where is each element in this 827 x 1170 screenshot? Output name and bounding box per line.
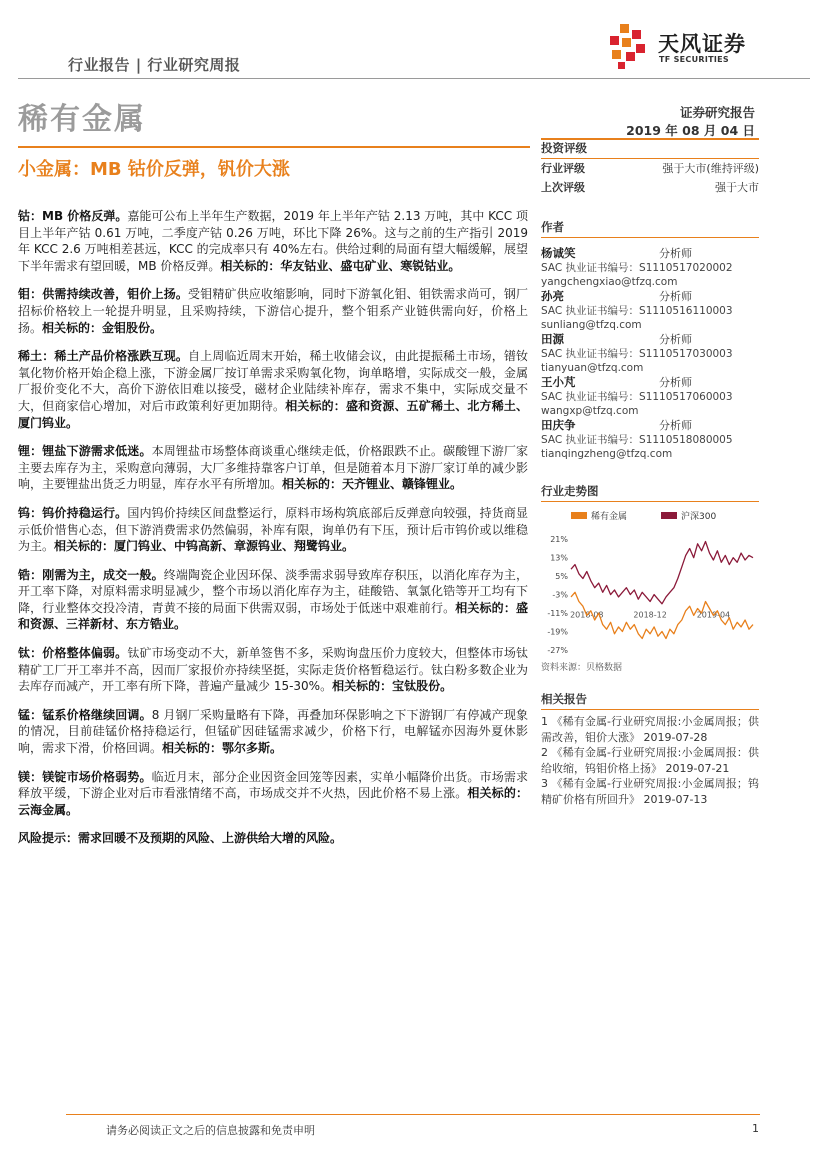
y-tick-label: -11% bbox=[547, 609, 568, 619]
report-body bbox=[18, 208, 528, 847]
x-tick-label: 2018-12 bbox=[633, 610, 667, 620]
author-sac: SAC 执业证书编号：S1110518080005 bbox=[541, 434, 733, 446]
industry-rating-label: 行业评级 bbox=[541, 162, 585, 175]
sidebar bbox=[541, 140, 759, 807]
author-name: 田源 bbox=[541, 332, 564, 346]
industry-rating-value: 强于大市(维持评级) bbox=[662, 162, 759, 175]
author-role: 分析师 bbox=[659, 333, 692, 346]
sector-title: 稀有金属 bbox=[18, 102, 146, 137]
report-type: 证券研究报告 bbox=[679, 105, 755, 120]
paragraph-titanium: 钛：价格整体偏弱。钛矿市场变动不大，新单签售不多，采购询盘压价力度较大，但整体市场钛精矿工厂开工率并不高，因而厂家报价亦持续坚挺，实际走货价格暂稳运行。钛白粉多数企业为去库存而减产，开工率有所下降，普遍产量减少 15-30%。相关标的：宝钛股份。 bbox=[18, 646, 528, 694]
page-number: 1 bbox=[752, 1122, 759, 1135]
author-block bbox=[541, 289, 759, 332]
risk-warning: 风险提示：需求回暖不及预期的风险、上游供给大增的风险。 bbox=[18, 831, 343, 846]
chart-source: 资料来源：贝格数据 bbox=[541, 663, 623, 673]
legend-label: 稀有金属 bbox=[591, 512, 628, 522]
paragraph-manganese: 锰：锰系价格继续回调。8 月钢厂采购量略有下降，再叠加环保影响之下下游钢厂有停减产现象的情况，目前硅锰价格持稳运行，但锰矿因硅锰需求减少，价格下行，电解锰亦因海外夏休影响，需求下滑，价格回调。相关标的：鄂尔多斯。 bbox=[18, 707, 528, 756]
paragraph-cobalt: 钴：MB 价格反弹。嘉能可公布上半年生产数据，2019 年上半年产钴 2.13 万吨，其中 KCC 项目上半年产钴 0.61 万吨，二季度产钴 0.26 万吨，环比下降 26%。这与之前的生产指引 2019 年 KCC 2.6 万吨相差甚远，KCC 的完成率只有 40%左右。供给过剩的局面有望大幅缓解，展望下半年需求有望回暖，MB 价格反弹。相关标的：华友钴业、盛屯矿业、寒锐钴业。 bbox=[18, 209, 528, 273]
related-report-item[interactable]: 3 《稀有金属-行业研究周报:小金属周报；钨精矿价格有所回升》 2019-07-13 bbox=[541, 777, 759, 806]
author-email[interactable]: wangxp@tfzq.com bbox=[541, 405, 639, 417]
logo-text-en: TF SECURITIES bbox=[659, 55, 729, 64]
paragraph-zirconium: 锆：刚需为主，成交一般。终端陶瓷企业因环保、淡季需求弱导致库存积压，以消化库存为主，开工率下降，对原料需求明显减少，整个市场以消化库存为主，硅酸锆、氧氯化锆等开工均有下降，行业整体交投冷清，青黄不接的局面下供需双弱，市场处于低迷中艰难前行。相关标的：盛和资源、三祥新材、东方锆业。 bbox=[18, 567, 528, 632]
report-category: 行业报告 | 行业研究周报 bbox=[68, 56, 241, 74]
author-email[interactable]: tianqingzheng@tfzq.com bbox=[541, 448, 673, 460]
previous-rating-value: 强于大市 bbox=[715, 181, 759, 194]
trend-chart-svg bbox=[541, 508, 759, 658]
x-tick-label: 2018-08 bbox=[570, 610, 604, 620]
author-block bbox=[541, 332, 759, 375]
author-email[interactable]: yangchengxiao@tfzq.com bbox=[541, 276, 678, 288]
related-heading: 相关报告 bbox=[541, 691, 759, 710]
title-rule bbox=[18, 146, 530, 148]
author-sac: SAC 执业证书编号：S1110516110003 bbox=[541, 305, 733, 317]
series-line bbox=[571, 542, 753, 604]
author-sac: SAC 执业证书编号：S1110517060003 bbox=[541, 391, 733, 403]
author-block bbox=[541, 246, 759, 289]
related-report-item[interactable]: 1 《稀有金属-行业研究周报:小金属周报；供需改善，钼价大涨》 2019-07-28 bbox=[541, 715, 759, 744]
author-sac: SAC 执业证书编号：S1110517020002 bbox=[541, 262, 733, 274]
author-name: 孙亮 bbox=[541, 289, 564, 303]
author-name: 田庆争 bbox=[541, 418, 576, 432]
authors-heading: 作者 bbox=[541, 219, 759, 238]
paragraph-molybdenum: 钼：供需持续改善，钼价上扬。受钼精矿供应收缩影响，同时下游氧化钼、钼铁需求尚可，钢厂招标价格较上一轮提升明显，且采购持续，下游信心提升，整个钼系产业链供需向好，价格上扬。相关标的：金钼股份。 bbox=[18, 287, 528, 335]
previous-rating-row bbox=[541, 178, 759, 197]
author-name: 杨诚笑 bbox=[541, 246, 576, 260]
paragraph-rare-earth: 稀土：稀土产品价格涨跌互现。自上周临近周末开始，稀土收储会议，由此提振稀土市场，镨钕氧化物价格开始企稳上涨，下游金属厂按订单需求采购氧化物，询单略增，实际成交一般，金属厂报价变化不大，高价下游依旧难以接受，磁材企业陆续补库存，需求不集中，实际成交量不大，但商家信心增加，对后市政策利好更加期待。相关标的：盛和资源、五矿稀土、北方稀土、厦门钨业。 bbox=[18, 349, 528, 430]
footer-rule bbox=[66, 1114, 760, 1115]
company-logo bbox=[606, 22, 766, 72]
author-sac: SAC 执业证书编号：S1110517030003 bbox=[541, 348, 733, 360]
related-report-item[interactable]: 2 《稀有金属-行业研究周报:小金属周报：供给收缩，钨钼价格上扬》 2019-07-21 bbox=[541, 746, 759, 775]
author-role: 分析师 bbox=[659, 290, 692, 303]
logo-mark-icon bbox=[606, 22, 654, 70]
report-date: 2019 年 08 月 04 日 bbox=[626, 123, 755, 138]
y-tick-label: -27% bbox=[547, 646, 568, 655]
industry-trend-chart bbox=[541, 508, 759, 658]
x-tick-label: 2019-04 bbox=[696, 610, 731, 620]
chart-heading: 行业走势图 bbox=[541, 483, 759, 502]
author-block bbox=[541, 418, 759, 461]
y-tick-label: 13% bbox=[550, 553, 568, 563]
author-email[interactable]: tianyuan@tfzq.com bbox=[541, 362, 644, 374]
paragraph-lithium: 锂：锂盐下游需求低迷。本周锂盐市场整体商谈重心继续走低，价格跟跌不止。碳酸锂下游厂家主要去库存为主，采购意向薄弱，大厂多维持靠客户订单，但是随着本月下游厂家订单的减少影响，主要锂盐出货乏力明显，库存水平有所增加。相关标的：天齐锂业、赣锋锂业。 bbox=[18, 444, 528, 492]
header-divider bbox=[18, 78, 810, 79]
y-tick-label: 21% bbox=[550, 535, 568, 545]
paragraph-magnesium: 镁：镁锭市场价格弱势。临近月末，部分企业因资金回笼等因素，实单小幅降价出货。市场需求释放平缓，下游企业对后市看涨情绪不高，市场成交并不火热，因此价格不易上涨。相关标的：云海金属。 bbox=[18, 769, 528, 817]
industry-rating-row bbox=[541, 159, 759, 178]
rating-heading: 投资评级 bbox=[541, 140, 759, 159]
author-role: 分析师 bbox=[659, 419, 692, 432]
legend-label: 沪深300 bbox=[681, 512, 717, 522]
y-tick-label: -19% bbox=[547, 627, 568, 637]
author-role: 分析师 bbox=[659, 247, 692, 260]
author-email[interactable]: sunliang@tfzq.com bbox=[541, 319, 642, 331]
legend-swatch bbox=[571, 512, 587, 519]
author-name: 王小芃 bbox=[541, 375, 576, 389]
report-title: 小金属：MB 钴价反弹，钒价大涨 bbox=[18, 159, 290, 180]
y-tick-label: -3% bbox=[552, 590, 568, 600]
logo-text-cn: 天风证券 bbox=[658, 32, 746, 56]
legend-swatch bbox=[661, 512, 677, 519]
footer-disclaimer: 请务必阅读正文之后的信息披露和免责申明 bbox=[106, 1124, 315, 1137]
y-tick-label: 5% bbox=[555, 572, 568, 582]
previous-rating-label: 上次评级 bbox=[541, 181, 585, 194]
author-block bbox=[541, 375, 759, 418]
author-role: 分析师 bbox=[659, 376, 692, 389]
paragraph-tungsten: 钨：钨价持稳运行。国内钨价持续区间盘整运行，原料市场构筑底部后反弹意向较强，持货商显示低价惜售心态，但下游消费需求仍然偏弱，补库有限，询单仍有下压，预计后市钨价或以维稳为主。相关标的：厦门钨业、中钨高新、章源钨业、翔鹭钨业。 bbox=[18, 505, 528, 554]
